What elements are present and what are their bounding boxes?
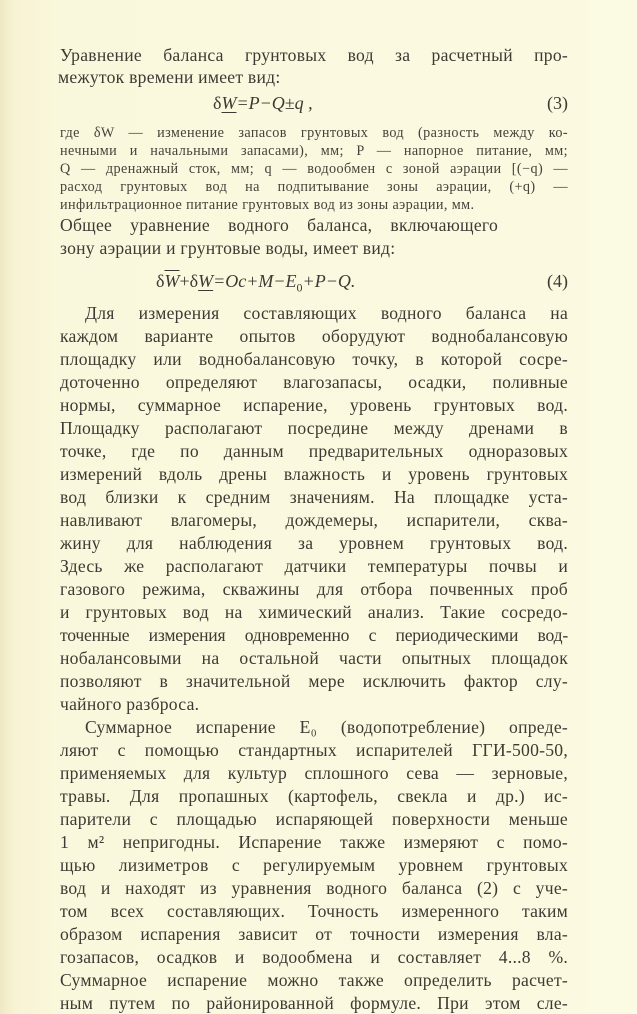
paragraph-3-line: жину для наблюдения за уровнем грунтовых вод. [60, 533, 568, 553]
paragraph-1-line-1: Уравнение баланса грунтовых вод за расчетный про- [60, 45, 568, 65]
paragraph-4-line: применяемых для культур сплошного сева — зерновые, [60, 763, 568, 783]
paragraph-3-line: Площадку располагают посредине между дренами в [60, 418, 568, 438]
paragraph-3-line: Для измерения составляющих водного баланса на [85, 303, 568, 323]
paragraph-3-line: навливают влагомеры, дождемеры, испарители, сква- [60, 510, 568, 530]
paragraph-4-line: 1 м² непригодны. Испарение также измеряют с помо- [60, 832, 568, 852]
paragraph-4-line: Суммарное испарение можно также определить расчет- [60, 970, 568, 990]
paragraph-4-line: парители с площадью испаряющей поверхности меньше [60, 809, 568, 829]
definitions-line-2: нечными и начальными запасами), мм; P — напорное питание, мм; [60, 143, 568, 159]
paragraph-3-line: нормы, суммарное испарение, уровень грунтовых вод. [60, 395, 568, 415]
paragraph-3-line: точенные измерения одновременно с периодическими вод- [60, 625, 568, 645]
formula-3 [60, 90, 568, 116]
formula-4 [60, 268, 568, 294]
paragraph-4-line: травы. Для пропашных (картофель, свекла и др.) ис- [60, 786, 568, 806]
paragraph-1-line-2: межуток времени имеет вид: [58, 67, 281, 87]
paragraph-3-line: нобалансовыми на остальной части опытных площадок [60, 648, 568, 668]
paragraph-3-line: вод близки к средним значениям. На площадке уста- [60, 487, 568, 507]
formula-3-expression: δW=P−Q±q , [213, 93, 313, 113]
paragraph-2-line-2: зону аэрации и грунтовые воды, имеет вид: [60, 238, 396, 258]
formula-4-expression: $\delta\overline{W}+\delta W=Oc+M-E_0+P-Q$. [156, 271, 356, 295]
paragraph-4-line: том всех составляющих. Точность измеренного таким [60, 901, 568, 921]
definitions-line-1: где δW — изменение запасов грунтовых вод (разность между ко- [60, 125, 568, 141]
paragraph-4-line: щью лизиметров с регулируемым уровнем грунтовых [60, 855, 568, 875]
definitions-line-3: Q — дренажный сток, мм; q — водообмен с зоной аэрации [(−q) — [60, 161, 568, 177]
definitions-line-5: инфильтрационное питание грунтовых вод из зоны аэрации, мм. [60, 197, 475, 213]
paragraph-3-line: каждом варианте опытов оборудуют воднобалансовую [60, 326, 568, 346]
paragraph-4-line: Суммарное испарение E₀ (водопотребление) опреде- [85, 717, 568, 737]
paragraph-4-line: ным путем по районированной формуле. При этом сле- [60, 993, 568, 1013]
paragraph-4-line: образом испарения зависит от точности измерения вла- [60, 924, 568, 944]
paragraph-3-line: позволяют в значительной мере исключить фактор слу- [60, 671, 568, 691]
paragraph-4-line: ляют с помощью стандартных испарителей ГГИ-500-50, [60, 740, 568, 760]
paragraph-2-line-1: Общее уравнение водного баланса, включающего [60, 215, 498, 235]
paragraph-3-line: доточенно определяют влагозапасы, осадки, поливные [60, 372, 568, 392]
paragraph-4-line: гозапасов, осадков и водообмена и составляет 4...8 %. [60, 947, 568, 967]
paragraph-3-line: чайного разброса. [60, 694, 200, 714]
formula-3-number: (3) [547, 93, 568, 113]
paragraph-3-line: Здесь же располагают датчики температуры почвы и [60, 556, 568, 576]
paragraph-3-line: точке, где по данным предварительных одноразовых [60, 441, 568, 461]
definitions-line-4: расход грунтовых вод на подпитывание зоны аэрации, (+q) — [60, 179, 568, 195]
paragraph-3-line: площадку или воднобалансовую точку, в которой сосре- [60, 349, 568, 369]
paragraph-3-line: и грунтовых вод на химический анализ. Такие сосредо- [60, 602, 568, 622]
paragraph-3-line: газового режима, скважины для отбора почвенных проб [60, 579, 568, 599]
paragraph-3-line: измерений вдоль дрены влажность и уровень грунтовых [60, 464, 568, 484]
formula-4-number: (4) [547, 271, 568, 291]
paragraph-4-line: вод и находят из уравнения водного баланса (2) с уче- [60, 878, 568, 898]
